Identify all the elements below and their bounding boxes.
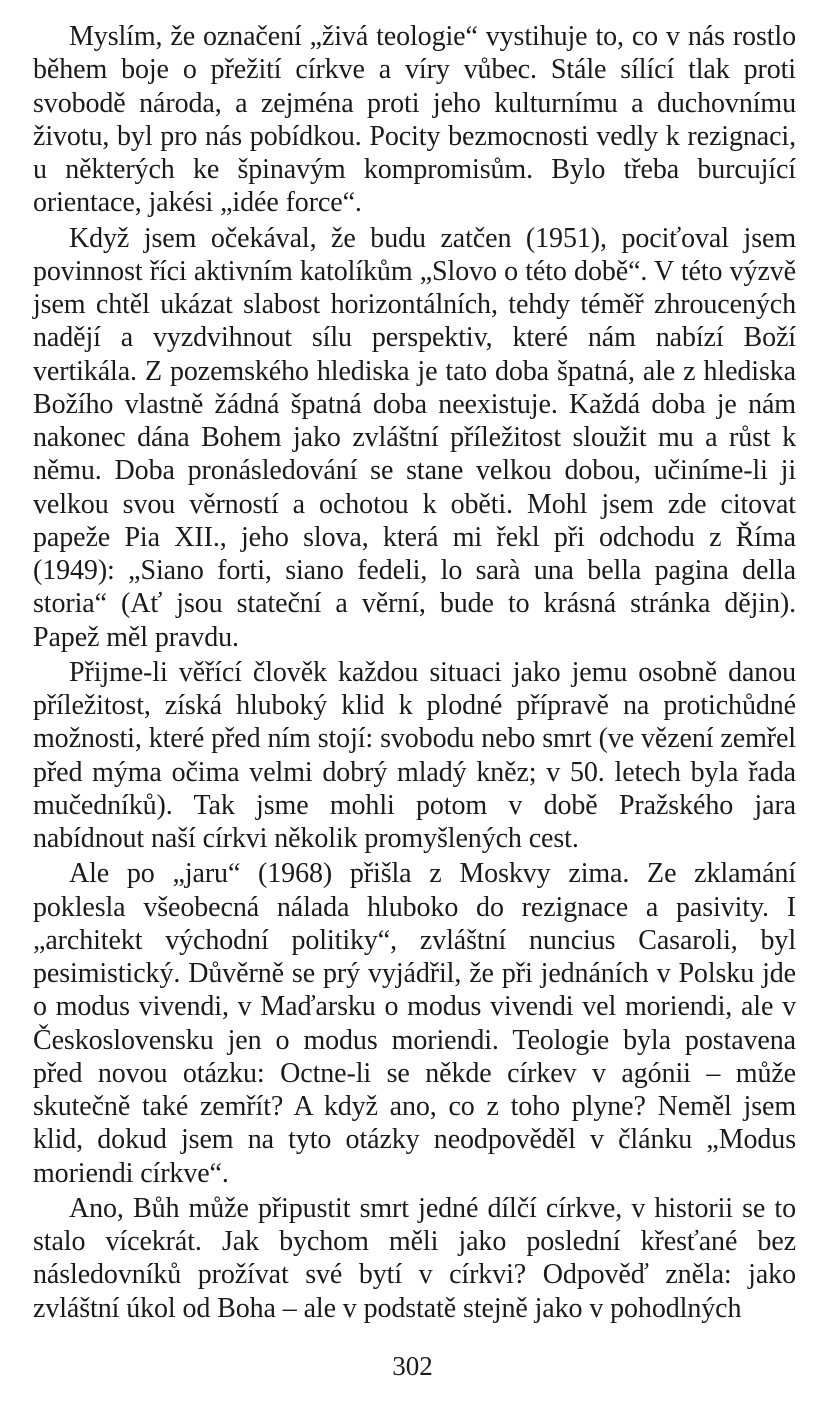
paragraph-4: Ale po „jaru“ (1968) přišla z Moskvy zima. Ze zklamání poklesla všeobecná nálada hluboko do rezignace a pasivity. I „architekt východní politiky“, zvláštní nuncius Casaroli, byl pesimistický. Důvěrně se prý vyjádřil, že při jednáních v Polsku jde o modus vivendi, v Maďarsku o modus vivendi vel moriendi, ale v Československu jen o modus moriendi. Teologie byla postavena před novou otázku: Octne-li se někde církev v agónii – může skutečně také zemřít? A když ano, co z toho plyne? Neměl jsem klid, dokud jsem na tyto otázky neodpověděl v článku „Modus moriendi církve“.: [33, 858, 796, 1189]
paragraph-5: Ano, Bůh může připustit smrt jedné dílčí církve, v historii se to stalo vícekrát. Jak bychom měli jako poslední křesťané bez následovníků prožívat své bytí v církvi? Odpověď zněla: jako zvláštní úkol od Boha – ale v podstatě stejně jako v pohodlných: [33, 1192, 796, 1324]
paragraph-3: Přijme-li věřící člověk každou situaci jako jemu osobně danou příležitost, získá hluboký klid k plodné přípravě na protichůdné možnosti, které před ním stojí: svobodu nebo smrt (ve vězení zemřel před mýma očima velmi dobrý mladý kněz; v 50. letech byla řada mučedníků). Tak jsme mohli potom v době Pražského jara nabídnout naší církvi několik promyšlených cest.: [33, 656, 796, 854]
paragraph-1: Myslím, že označení „živá teologie“ vystihuje to, co v nás rostlo během boje o přežití církve a víry vůbec. Stále sílící tlak proti svobodě národa, a zejména proti jeho kulturnímu a duchovnímu životu, byl pro nás pobídkou. Pocity bezmocnosti vedly k rezignaci, u některých ke špinavým kompromisům. Bylo třeba burcující orientace, jakési „idée force“.: [33, 21, 796, 219]
paragraph-2: Když jsem očekával, že budu zatčen (1951), pociťoval jsem povinnost říci aktivním katolíkům „Slovo o této době“. V této výzvě jsem chtěl ukázat slabost horizontálních, tehdy téměř zhroucených nadějí a vyzdvihnout sílu perspektiv, které nám nabízí Boží vertikála. Z pozemského hlediska je tato doba špatná, ale z hlediska Božího vlastně žádná špatná doba neexistuje. Každá doba je nám nakonec dána Bohem jako zvláštní příležitost sloužit mu a růst k němu. Doba pronásledování se stane velkou dobou, učiníme-li ji velkou svou věrností a ochotou k oběti. Mohl jsem zde citovat papeže Pia XII., jeho slova, která mi řekl při odchodu z Říma (1949): „Siano forti, siano fedeli, lo sarà una bella pagina della storia“ (Ať jsou stateční a věrní, bude to krásná stránka dějin). Papež měl pravdu.: [33, 222, 796, 653]
page-number: 302: [392, 1351, 433, 1381]
body-text: [33, 20, 796, 1325]
